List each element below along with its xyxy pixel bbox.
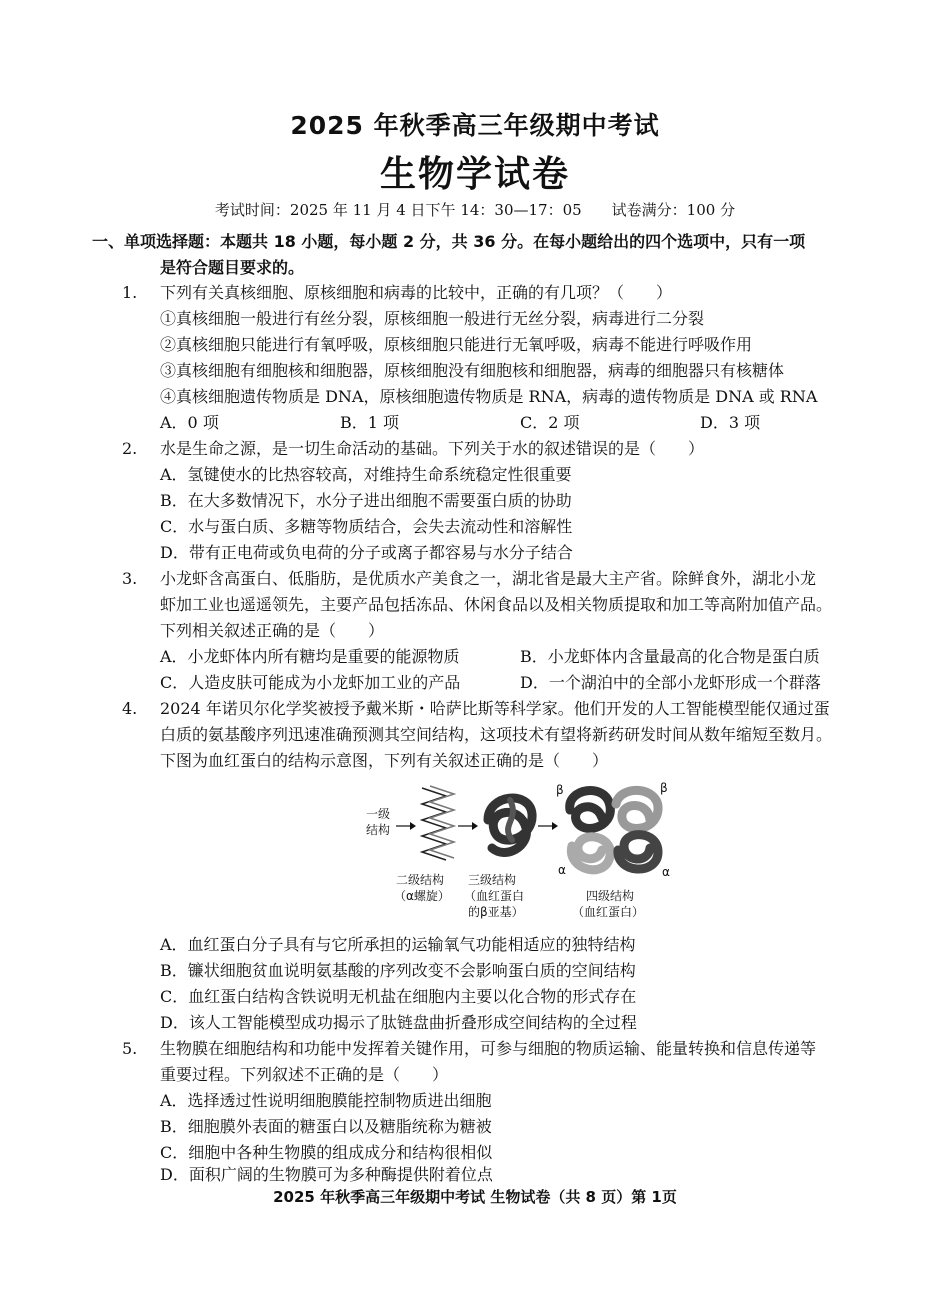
option-c: C．2 项: [520, 413, 580, 432]
option-d: D．3 项: [700, 413, 761, 432]
option-a: A．血红蛋白分子具有与它所承担的运输氧气功能相适应的独特结构: [160, 935, 636, 954]
beta-label-1: β: [556, 783, 564, 797]
exam-title: 2025 年秋季高三年级期中考试: [290, 111, 660, 140]
section-heading-line2: 是符合题目要求的。: [160, 258, 305, 277]
section-heading: [92, 229, 922, 281]
quaternary-caption-line1: 四级结构: [586, 889, 635, 903]
option-b: B．在大多数情况下，水分子进出细胞不需要蛋白质的协助: [160, 491, 572, 510]
question-number: 1.: [122, 283, 138, 302]
primary-label-line1: 一级: [366, 807, 391, 821]
question-number: 2.: [122, 439, 138, 458]
question-stem-line2: 白质的氨基酸序列迅速准确预测其空间结构，这项技术有望将新药研发时间从数年缩短至数月。: [160, 725, 833, 744]
option-b: B．镰状细胞贫血说明氨基酸的序列改变不会影响蛋白质的空间结构: [160, 961, 636, 980]
alpha-label-1: α: [558, 863, 566, 877]
question-stem-line1: 2024 年诺贝尔化学奖被授予戴米斯・哈萨比斯等科学家。他们开发的人工智能模型能仅通过蛋: [160, 699, 830, 718]
statement-2: ②真核细胞只能进行有氧呼吸，原核细胞只能进行无氧呼吸，病毒不能进行呼吸作用: [160, 335, 753, 354]
option-b: B．小龙虾体内含量最高的化合物是蛋白质: [520, 647, 820, 666]
option-d: D．该人工智能模型成功揭示了肽链盘曲折叠形成空间结构的全过程: [160, 1013, 637, 1032]
question-stem-line2: 重要过程。下列叙述不正确的是（ ）: [160, 1065, 449, 1084]
tertiary-caption-line2: （血红蛋白: [464, 889, 525, 903]
option-a: A．选择透过性说明细胞膜能控制物质进出细胞: [160, 1091, 492, 1110]
arrow-3-head: [552, 822, 558, 830]
option-d: D．面积广阔的生物膜可为多种酶提供附着位点: [160, 1165, 493, 1184]
arrow-1-head: [410, 822, 416, 830]
alpha-label-2: α: [662, 865, 670, 879]
option-c: C．细胞中各种生物膜的组成成分和结构很相似: [160, 1143, 493, 1162]
quaternary-coil-icon: [570, 790, 658, 869]
option-a: A．0 项: [160, 413, 219, 432]
option-c: C．水与蛋白质、多糖等物质结合，会失去流动性和溶解性: [160, 517, 573, 536]
question-stem-line3: 下列相关叙述正确的是（ ）: [160, 621, 385, 640]
option-d: D．一个湖泊中的全部小龙虾形成一个群落: [520, 673, 821, 692]
section-heading-line1: 一、单项选择题：本题共 18 小题，每小题 2 分，共 36 分。在每小题给出的四个选项中，只有一项: [92, 232, 806, 251]
question-stem-line1: 小龙虾含高蛋白、低脂肪，是优质水产美食之一，湖北省是最大主产省。除鲜食外，湖北小龙: [160, 569, 817, 588]
secondary-caption-line1: 二级结构: [396, 873, 445, 887]
option-c: C．血红蛋白结构含铁说明无机盐在细胞内主要以化合物的形式存在: [160, 987, 637, 1006]
subject-title: 生物学试卷: [379, 154, 570, 195]
question-stem-line2: 虾加工业也遥遥领先，主要产品包括冻品、休闲食品以及相关物质提取和加工等高附加值产品。: [160, 595, 833, 614]
question-number: 3.: [122, 569, 138, 588]
secondary-caption-line2: （α螺旋）: [394, 889, 450, 903]
question-number: 4.: [122, 699, 138, 718]
option-a: A．小龙虾体内所有糖均是重要的能源物质: [160, 647, 460, 666]
option-b: B．细胞膜外表面的糖蛋白以及糖脂统称为糖被: [160, 1117, 492, 1136]
primary-label-line2: 结构: [366, 823, 391, 837]
quaternary-caption-line2: （血红蛋白）: [572, 905, 645, 919]
tertiary-caption-line1: 三级结构: [468, 873, 517, 887]
option-a: A．氢键使水的比热容较高，对维持生命系统稳定性很重要: [160, 465, 572, 484]
question-number: 5.: [122, 1039, 138, 1058]
tertiary-caption-line3: 的β亚基）: [468, 905, 524, 919]
question-stem: 水是生命之源，是一切生命活动的基础。下列关于水的叙述错误的是（ ）: [160, 439, 705, 458]
beta-label-2: β: [660, 781, 668, 795]
exam-meta: 考试时间：2025 年 11 月 4 日下午 14：30—17：05 试卷满分：100 分: [214, 201, 736, 219]
question-stem: 下列有关真核细胞、原核细胞和病毒的比较中，正确的有几项？（ ）: [160, 283, 673, 302]
question-stem-line1: 生物膜在细胞结构和功能中发挥着关键作用，可参与细胞的物质运输、能量转换和信息传递等: [160, 1039, 817, 1058]
arrow-2-head: [472, 822, 478, 830]
option-c: C．人造皮肤可能成为小龙虾加工业的产品: [160, 673, 461, 692]
statement-3: ③真核细胞有细胞核和细胞器，原核细胞没有细胞核和细胞器，病毒的细胞器只有核糖体: [160, 361, 785, 380]
option-b: B．1 项: [340, 413, 400, 432]
page-footer: 2025 年秋季高三年级期中考试 生物试卷（共 8 页）第 1页: [273, 1188, 677, 1206]
option-d: D．带有正电荷或负电荷的分子或离子都容易与水分子结合: [160, 543, 573, 562]
statement-1: ①真核细胞一般进行有丝分裂，原核细胞一般进行无丝分裂，病毒进行二分裂: [160, 309, 705, 328]
question-stem-line3: 下图为血红蛋白的结构示意图，下列有关叙述正确的是（ ）: [160, 751, 609, 770]
statement-4: ④真核细胞遗传物质是 DNA，原核细胞遗传物质是 RNA，病毒的遗传物质是 DNA 或 RNA: [160, 387, 818, 406]
alpha-helix-icon: [422, 786, 454, 860]
tertiary-coil-icon: [488, 798, 532, 852]
hemoglobin-structure-figure: [360, 780, 700, 928]
